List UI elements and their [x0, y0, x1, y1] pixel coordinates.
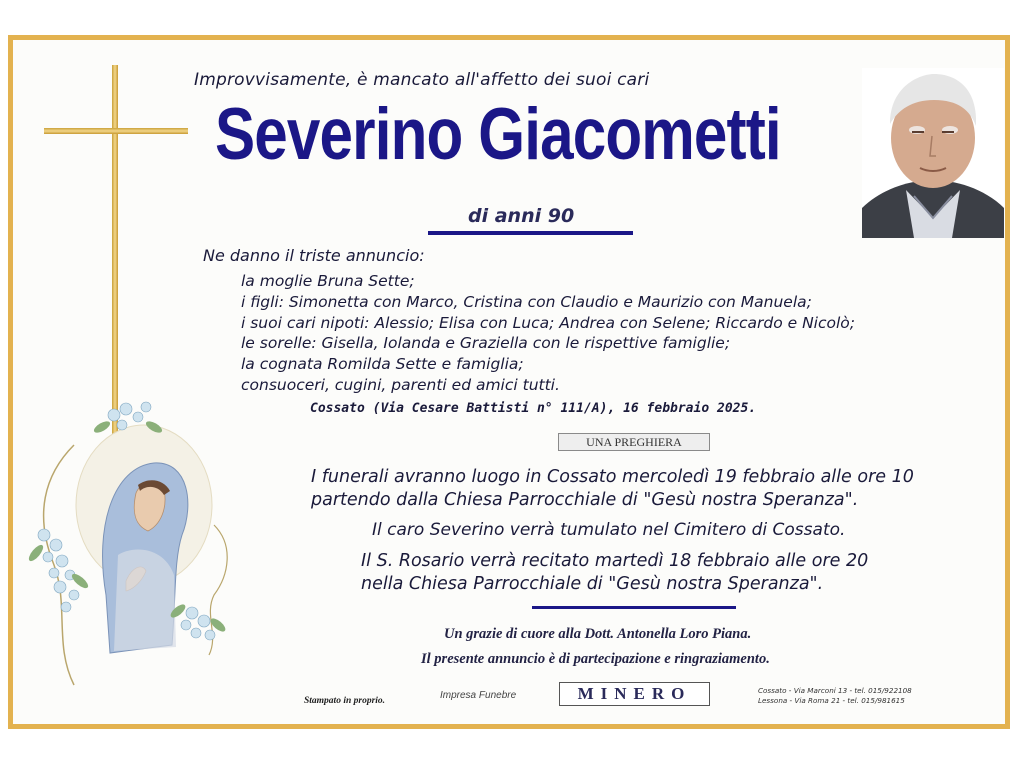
address-line: Lessona - Via Roma 21 - tel. 015/981615: [758, 696, 905, 705]
cross-horizontal: [44, 128, 188, 134]
divider: [532, 606, 736, 609]
age-label: di anni 90: [468, 205, 575, 227]
rosary-info: [361, 550, 868, 596]
burial-info: Il caro Severino verrà tumulato nel Cimitero di Cossato.: [372, 520, 846, 540]
announce-heading: Ne danno il triste annuncio:: [203, 246, 425, 265]
prayer-button[interactable]: UNA PREGHIERA: [558, 433, 710, 451]
funeral-line: I funerali avranno luogo in Cossato mercoledì 19 febbraio alle ore 10: [311, 467, 914, 487]
family-line: la moglie Bruna Sette;: [241, 272, 415, 290]
family-list: [241, 271, 855, 396]
family-line: le sorelle: Gisella, Iolanda e Graziella con le rispettive famiglie;: [241, 334, 731, 353]
address-line: Cossato - Via Marconi 13 - tel. 015/922108: [758, 686, 912, 695]
funeral-info: [311, 466, 914, 512]
rosary-line: nella Chiesa Parrocchiale di "Gesù nostra Speranza".: [361, 574, 824, 594]
family-line: i suoi cari nipoti: Alessio; Elisa con Luca; Andrea con Selene; Riccardo e Nicolò;: [241, 313, 855, 332]
intro-line: Improvvisamente, è mancato all'affetto dei suoi cari: [194, 70, 650, 90]
age-underline: [428, 231, 633, 235]
printed-note: Stampato in proprio.: [304, 696, 386, 706]
rosary-line: Il S. Rosario verrà recitato martedì 18 febbraio alle ore 20: [361, 551, 869, 571]
place-date: Cossato (Via Cesare Battisti n° 111/A), 16 febbraio 2025.: [310, 401, 757, 416]
funeral-home-logo: MINERO: [559, 682, 710, 706]
family-line: la cognata Romilda Sette e famiglia;: [241, 355, 524, 374]
family-line: i figli: Simonetta con Marco, Cristina con Claudio e Maurizio con Manuela;: [241, 292, 812, 311]
funeral-home-addresses: [758, 686, 912, 706]
family-line: consuoceri, cugini, parenti ed amici tutti.: [241, 375, 560, 394]
impresa-label: Impresa Funebre: [440, 690, 517, 701]
deceased-photo: [862, 68, 1004, 238]
thanks-line: Un grazie di cuore alla Dott. Antonella Loro Piana.: [444, 626, 752, 642]
participation-line: Il presente annuncio è di partecipazione e ringraziamento.: [421, 651, 770, 667]
madonna-illustration: [14, 385, 250, 705]
funeral-line: partendo dalla Chiesa Parrocchiale di "Gesù nostra Speranza".: [311, 490, 859, 510]
deceased-name: Severino Giacometti: [215, 93, 781, 175]
